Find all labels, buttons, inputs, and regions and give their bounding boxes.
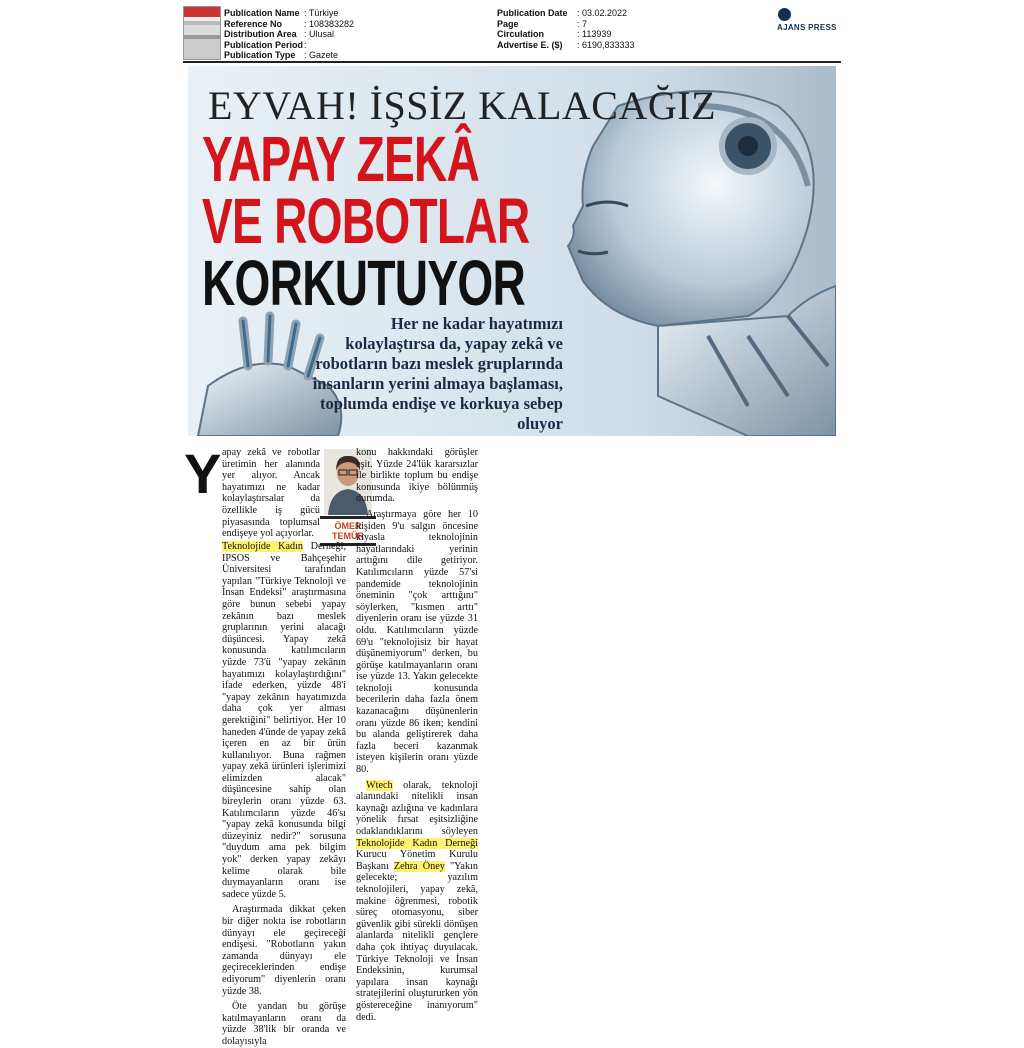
column-1-paragraph-1: Derneği, IPSOS ve Bahçeşehir Üniversitesi tarafından yapılan "Türkiye Teknoloji ve İnsan Endeksi" araştırmasına göre bunun sebebi yapay zekânın bazı meslek gruplarının yerini alacağı düşüncesi. Yapay zekâ konusunda katılımcıların yüzde 73'ü "yapay zekânın hayatımızı kolaylaştırdığını" ifade ederken, yüzde 48'i "yapay zekânın hayatımızda daha çok yer alması gerektiğini" belirtiyor. Her 10 haneden 4'ünde de yapay zekâ içeren en az bir ürün kullanılıyor. Buna rağmen yapay zekâ ürünleri işlerimizi elimizden alacak" düşüncesine sahip olan bireylerin oranı yüzde 63. Katılımcıların yüzde 46'sı "yapay zekâ konusunda bilgi düzeyiniz nedir?" sorusuna "duydum ama pek bilgim yok" derken yapay zekâyı kelime olarak bile duymayanların oranı ise sadece yüzde 5.	[222, 541, 346, 900]
column-2-paragraph-3c: "Yakın gelecekte; yazılım teknolojileri, yapay zekâ, makine öğrenmesi, robotik süreç otomasyonu, siber güvenlik gibi sürekli dönüşen alanlarda nitelikli gençlere daha çok ihtiyaç duyulacak. Türkiye Teknoloji ve İnsan Endeksinin, kurumsal yapılara insan kaynağı stratejilerini oluştururken yön göstereceğine inanıyorum" dedi.	[356, 860, 478, 1023]
meta-value: : 7	[577, 18, 588, 29]
ajans-press-logo	[777, 8, 847, 36]
meta-row	[497, 40, 635, 51]
publication-meta-right	[497, 8, 635, 50]
meta-key: Page	[497, 18, 519, 29]
author-last-name: TEMÜR	[332, 531, 364, 541]
meta-value: : 113939	[577, 29, 612, 40]
article-kicker: EYVAH! İŞSİZ KALACAĞIZ	[208, 83, 717, 128]
highlight-wtech: Wtech	[366, 779, 393, 791]
publication-meta-left	[224, 8, 354, 61]
headline-line-1: YAPAY ZEKÂ	[202, 123, 480, 195]
meta-key: Publication Date	[497, 8, 568, 18]
column-2	[356, 447, 478, 1023]
article-deck: Her ne kadar hayatımızı kolaylaştırsa da, yapay zekâ ve robotların bazı meslek gruplarında insanların yerini almaya başlaması, toplumda endişe ve korkuya sebep oluyor	[312, 314, 563, 433]
highlight-teknolojide-kadin: Teknolojide Kadın	[222, 541, 304, 552]
meta-value: :	[304, 39, 307, 50]
meta-row	[497, 29, 635, 40]
logo-mark-icon	[778, 8, 791, 21]
meta-row	[224, 8, 354, 19]
column-1-paragraph-3: Öte yandan bu görüşe katılmayanların oranı da yüzde 38'lik bir oranda ve dolayısıyla	[222, 1001, 346, 1047]
meta-value: : 6190,833333	[577, 39, 635, 50]
header-rule	[183, 61, 841, 63]
highlight-teknolojide-kadin-dernegi: Teknolojide Kadın Derneği	[356, 837, 478, 849]
meta-value: : 03.02.2022	[577, 8, 628, 18]
meta-value: : Türkiye	[304, 8, 339, 18]
meta-value: : 108383282	[304, 18, 355, 29]
meta-row	[497, 19, 635, 30]
column-2-paragraph-3b: Kurucu Yönetim Kurulu Başkanı	[356, 849, 478, 872]
meta-row	[224, 19, 354, 30]
column-2-paragraph-2: Araştırmaya göre her 10 kişiden 9'u salgın öncesine kıyasla teknolojinin hayatlarındaki yerinin arttığını dile getiriyor. Katılımcıların yüzde 57'si pandemide teknolojinin öneminin "çok arttığını" söylerken, "kısmen arttı" diyenlerin oranı ise yüzde 31 oldu. Katılımcıların yüzde 69'u "teknolojisiz bir hayat düşünemiyorum" derken, bu görüşe katılmayanların oranı ise yüzde 13. Yakın gelecekte teknoloji konusunda becerilerin daha fazla önem kazanacağını düşünenlerin oranı yüzde 86 iken; kendini bu alanda geliştirerek daha fazla beceri kazanmak isteyen kişilerin oranı yüzde 80.	[356, 508, 478, 776]
meta-value: : Gazete	[304, 50, 339, 61]
clipping-header	[0, 0, 1024, 62]
highlight-zehra-oney: Zehra Öney	[393, 860, 445, 872]
meta-row	[224, 40, 354, 51]
intro-text: apay zekâ ve robotlar üretimin her alanında yer alıyor. Ancak hayatımızı ne kadar kolaylaştırsalar da özellikle iş gücü piyasasında toplumsal endişeye yol açıyorlar.	[222, 447, 320, 540]
meta-row	[224, 50, 354, 61]
meta-value: : Ulusal	[304, 29, 335, 40]
column-1	[222, 541, 346, 1048]
newspaper-thumbnail	[183, 6, 221, 60]
meta-key: Circulation	[497, 29, 545, 40]
article-banner	[188, 66, 836, 436]
headline-line-2: VE ROBOTLAR	[202, 185, 530, 257]
author-first-name: ÖMER	[334, 521, 362, 531]
logo-text: AJANS PRESS	[777, 23, 837, 32]
meta-row	[224, 29, 354, 40]
meta-key: Publication Name	[224, 8, 300, 18]
meta-row	[497, 8, 635, 19]
dropcap: Y	[184, 442, 222, 505]
headline-line-3: KORKUTUYOR	[202, 247, 526, 319]
column-2-paragraph-1: konu hakkındaki görüşler eşit. Yüzde 24'lük kararsızlar ile birlikte toplum bu endişe konusunda ikiye bölünmüş durumda.	[356, 447, 478, 505]
meta-key: Advertise E. ($)	[497, 39, 563, 50]
column-1-paragraph-2: Araştırmada dikkat çeken bir diğer nokta ise robotların dünyayı ele geçireceği endişesi. "Robotların yakın zamanda dünyayı ele geçireceklerinden endişe ediyorum" diyenlerin oranı yüzde 38.	[222, 904, 346, 997]
column-1-intro	[222, 447, 320, 540]
meta-key: Publication Type	[224, 50, 296, 61]
meta-key: Reference No	[224, 18, 283, 29]
column-2-paragraph-3a: olarak, teknoloji alanındaki nitelikli insan kaynağı azlığına ve kadınlara yönelik fırsat eşitsizliğine odaklandıklarını söyleyen	[356, 779, 478, 837]
meta-key: Publication Period	[224, 39, 304, 50]
meta-key: Distribution Area	[224, 29, 297, 40]
